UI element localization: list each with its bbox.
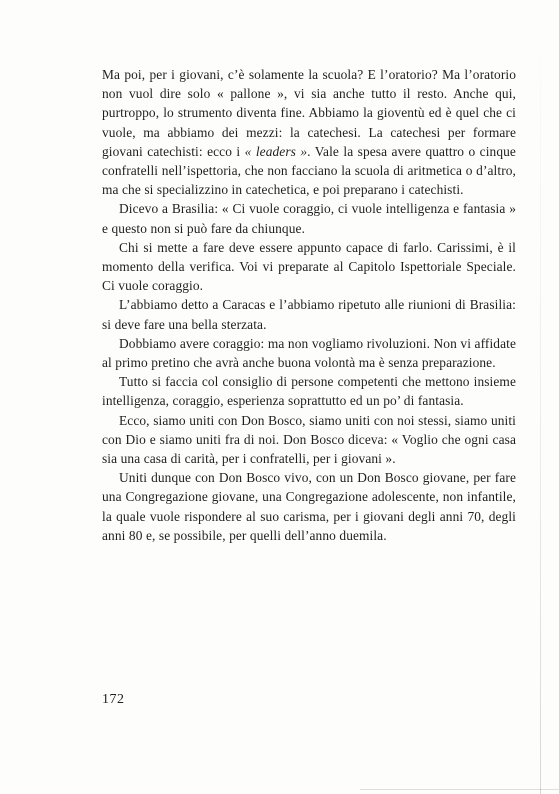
paragraph-text: Dicevo a Brasilia: « Ci vuole coraggio, ci vuole intelligenza e fantasia » e questo non si può fare da chiunque. <box>102 201 516 236</box>
paragraph-text: Uniti dunque con Don Bosco vivo, con un Don Bosco giovane, per fare una Congregazione giovane, una Congregazione adolescente, non infantile, la quale vuole rispondere al suo carisma, per i giovani degli anni 70, degli anni 80 e, se possibile, per quelli dell’anno duemila. <box>102 470 516 543</box>
paragraph-4 <box>102 295 516 333</box>
paragraph-text: Ma poi, per i giovani, c’è solamente la scuola? E l’oratorio? Ma l’oratorio non vuol dire solo « pallone », vi sia anche tutto il resto. Anche qui, purtroppo, lo strumento diventa fine. Abbiamo la gioventù ed è quel che ci vuole, ma abbiamo dei mezzi: la catechesi. La catechesi per formare giovani catechisti: ecco i <box>102 67 516 159</box>
paragraph-1 <box>102 65 516 199</box>
paragraph-7 <box>102 411 516 469</box>
paragraph-8 <box>102 468 516 545</box>
body-text <box>102 65 516 545</box>
paragraph-text: L’abbiamo detto a Caracas e l’abbiamo ripetuto alle riunioni di Brasilia: si deve fare una bella sterzata. <box>102 297 516 332</box>
scan-bottom-line <box>360 789 559 790</box>
paragraph-2 <box>102 199 516 237</box>
paragraph-3 <box>102 238 516 296</box>
paragraph-5 <box>102 334 516 372</box>
paragraph-text-italic: « leaders » <box>244 143 308 159</box>
paragraph-text: . Vale la spesa avere quattro o cinque confratelli nell’ispettoria, che non facciano la scuola di aritmetica o d’altro, ma che si specializzino in catechetica, e poi preparano i catechisti. <box>102 143 516 198</box>
paragraph-text: Chi si mette a fare deve essere appunto capace di farlo. Carissimi, è il momento della verifica. Voi vi preparate al Capitolo Ispettoriale Speciale. Ci vuole coraggio. <box>102 239 516 294</box>
paragraph-text: Dobbiamo avere coraggio: ma non vogliamo rivoluzioni. Non vi affidate al primo pretino che avrà anche buona volontà ma è senza preparazione. <box>102 335 516 371</box>
page-number: 172 <box>102 692 125 707</box>
paragraph-6 <box>102 372 516 410</box>
paragraph-text: Ecco, siamo uniti con Don Bosco, siamo uniti con noi stessi, siamo uniti con Dio e siamo uniti fra di noi. Don Bosco diceva: « Voglio che ogni casa sia una casa di carità, per i confratelli, per i giovani ». <box>102 412 516 467</box>
scan-edge-shadow <box>540 0 541 794</box>
paragraph-text: Tutto si faccia col consiglio di persone competenti che mettono insieme intelligenza, coraggio, esperienza soprattutto ed un po’ di fantasia. <box>102 374 516 409</box>
